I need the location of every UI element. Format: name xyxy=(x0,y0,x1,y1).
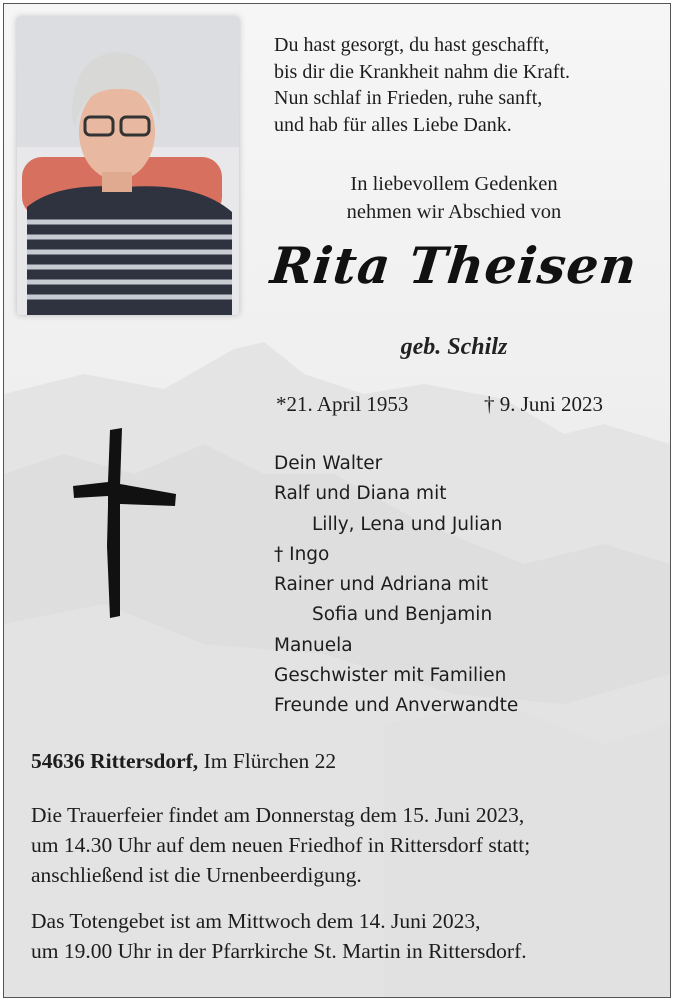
mourner: Freunde und Anverwandte xyxy=(274,695,519,717)
mourner: Ralf und Diana mit xyxy=(274,483,447,505)
mourner: Lilly, Lena und Julian xyxy=(312,513,503,535)
address-street: Im Flürchen 22 xyxy=(198,749,337,773)
death-date: † 9. Juni 2023 xyxy=(484,392,604,416)
prayer-line: um 19.00 Uhr in der Pfarrkirche St. Martin in Rittersdorf. xyxy=(31,939,527,963)
poem-line: Du hast gesorgt, du hast geschafft, xyxy=(274,34,550,56)
mourner: Geschwister mit Familien xyxy=(274,665,507,687)
mourner: Rainer und Adriana mit xyxy=(274,574,489,596)
prayer-info xyxy=(31,906,527,966)
cross-icon xyxy=(70,426,180,621)
memorial-text xyxy=(274,170,634,226)
prayer-line: Das Totengebet ist am Mittwoch dem 14. Juni 2023, xyxy=(31,909,481,933)
funeral-line: Die Trauerfeier findet am Donnerstag dem 15. Juni 2023, xyxy=(31,803,525,827)
mourner: Sofia und Benjamin xyxy=(312,604,493,626)
birth-name: geb. Schilz xyxy=(400,334,508,360)
address xyxy=(31,746,336,776)
memorial-line: In liebevollem Gedenken xyxy=(350,173,558,195)
funeral-line: um 14.30 Uhr auf dem neuen Friedhof in Rittersdorf statt; xyxy=(31,833,531,857)
mourner: † Ingo xyxy=(274,543,330,565)
mourner: Dein Walter xyxy=(274,453,383,474)
memorial-line: nehmen wir Abschied von xyxy=(346,201,562,223)
poem-line: und hab für alles Liebe Dank. xyxy=(274,113,512,136)
mourner: Manuela xyxy=(274,634,353,656)
funeral-info xyxy=(31,800,530,890)
funeral-line: anschließend ist die Urnenbeerdigung. xyxy=(31,863,362,887)
deceased-name: Rita Theisen xyxy=(267,236,641,295)
poem-line: bis dir die Krankheit nahm die Kraft. xyxy=(274,60,571,83)
mourners-list xyxy=(274,449,518,722)
poem-line: Nun schlaf in Frieden, ruhe sanft, xyxy=(274,87,543,109)
address-city: 54636 Rittersdorf, xyxy=(31,749,199,773)
poem xyxy=(274,32,570,138)
birth-date: *21. April 1953 xyxy=(276,392,409,416)
portrait-photo xyxy=(17,17,239,315)
obituary-notice xyxy=(3,3,671,998)
